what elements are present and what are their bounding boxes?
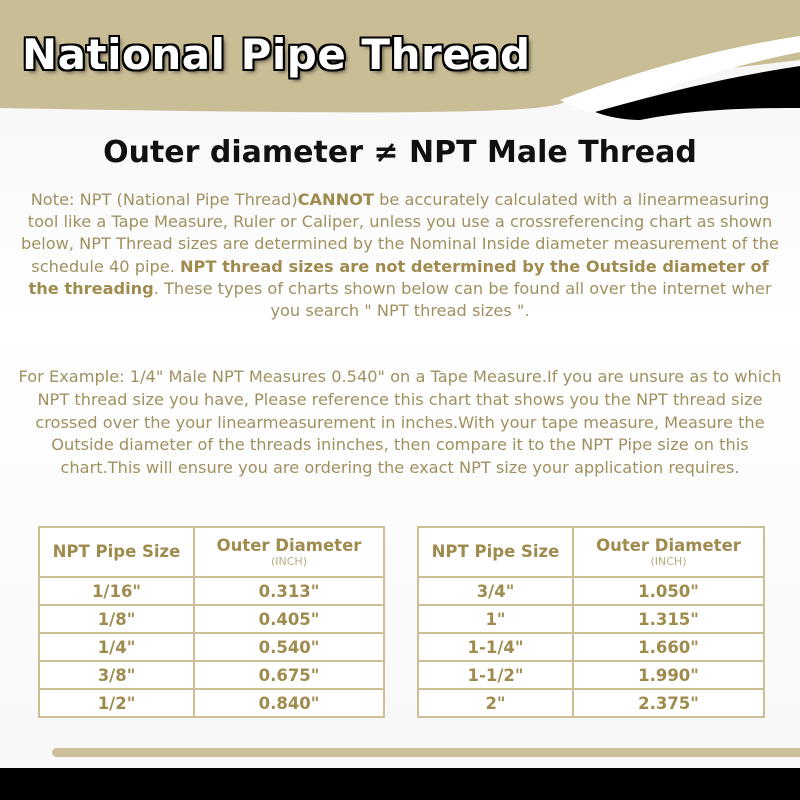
table-header-row bbox=[39, 527, 384, 577]
note-paragraph bbox=[18, 189, 782, 322]
table-header-row bbox=[418, 527, 764, 577]
note-text-1: Note: NPT (National Pipe Thread) bbox=[30, 190, 298, 209]
table-row bbox=[418, 689, 764, 717]
outer-diameter-cell: 0.405" bbox=[194, 605, 384, 633]
outer-diameter-cell: 1.990" bbox=[573, 661, 764, 689]
outer-diameter-cell: 1.660" bbox=[573, 633, 764, 661]
column-header-npt-size-label: NPT Pipe Size bbox=[52, 542, 181, 561]
column-header-outer-diameter bbox=[194, 527, 384, 577]
outer-diameter-cell: 1.050" bbox=[573, 577, 764, 605]
table-row bbox=[418, 605, 764, 633]
column-header-npt-size bbox=[39, 527, 194, 577]
npt-size-cell: 1-1/4" bbox=[418, 633, 573, 661]
table-row bbox=[418, 661, 764, 689]
npt-size-table-left bbox=[38, 526, 385, 718]
bottom-black-bar bbox=[0, 768, 800, 800]
column-header-outer-diameter-label: Outer Diameter bbox=[216, 536, 362, 555]
npt-size-cell: 3/4" bbox=[418, 577, 573, 605]
note-text-2: be accurately calculated with a linearmeasuring tool like a Tape Measure, Ruler or Caliper, unless you use a crossreferencing chart as shown below, NPT Thread sizes are determined by the Nominal Inside diameter measurement of the schedule 40 pipe. bbox=[21, 190, 779, 276]
outer-diameter-cell: 0.540" bbox=[194, 633, 384, 661]
npt-size-cell: 1" bbox=[418, 605, 573, 633]
npt-size-cell: 1/2" bbox=[39, 689, 194, 717]
table-row bbox=[39, 633, 384, 661]
example-paragraph: For Example: 1/4" Male NPT Measures 0.540" on a Tape Measure.If you are unsure as to which NPT thread size you have, Please reference this chart that shows you the NPT thread size crossed over the your linearmeasurement in inches.With your tape measure, Measure the Outside diameter of the threads ininches, then compare it to the NPT Pipe size on this chart.This will ensure you are ordering the exact NPT size your application requires. bbox=[18, 367, 782, 478]
outer-diameter-cell: 0.313" bbox=[194, 577, 384, 605]
npt-size-table-right bbox=[417, 526, 765, 718]
npt-size-cell: 1/16" bbox=[39, 577, 194, 605]
column-header-unit-label: (INCH) bbox=[270, 555, 307, 568]
note-emphasis-cannot: CANNOT bbox=[297, 190, 374, 209]
column-header-outer-diameter bbox=[573, 527, 764, 577]
table-row bbox=[39, 577, 384, 605]
subtitle-heading: Outer diameter ≠ NPT Male Thread bbox=[103, 135, 697, 170]
table-row bbox=[418, 633, 764, 661]
column-header-unit-label: (INCH) bbox=[650, 555, 687, 568]
npt-size-cell: 2" bbox=[418, 689, 573, 717]
npt-size-cell: 3/8" bbox=[39, 661, 194, 689]
column-header-npt-size-label: NPT Pipe Size bbox=[431, 542, 560, 561]
npt-size-cell: 1-1/2" bbox=[418, 661, 573, 689]
note-text-3: . These types of charts shown below can be found all over the internet wher you search " NPT thread sizes ". bbox=[153, 278, 772, 321]
outer-diameter-cell: 0.675" bbox=[194, 661, 384, 689]
npt-size-cell: 1/8" bbox=[39, 605, 194, 633]
table-row bbox=[39, 689, 384, 717]
outer-diameter-cell: 1.315" bbox=[573, 605, 764, 633]
outer-diameter-cell: 2.375" bbox=[573, 689, 764, 717]
column-header-outer-diameter-label: Outer Diameter bbox=[596, 536, 741, 555]
npt-size-cell: 1/4" bbox=[39, 633, 194, 661]
bottom-accent-line bbox=[52, 748, 800, 757]
note-emphasis-outside-diameter: NPT thread sizes are not determined by the Outside diameter of the threading bbox=[28, 256, 769, 298]
page-title: National Pipe Thread bbox=[22, 30, 531, 79]
outer-diameter-cell: 0.840" bbox=[194, 689, 384, 717]
column-header-npt-size bbox=[418, 527, 573, 577]
table-row bbox=[418, 577, 764, 605]
table-row bbox=[39, 661, 384, 689]
table-row bbox=[39, 605, 384, 633]
